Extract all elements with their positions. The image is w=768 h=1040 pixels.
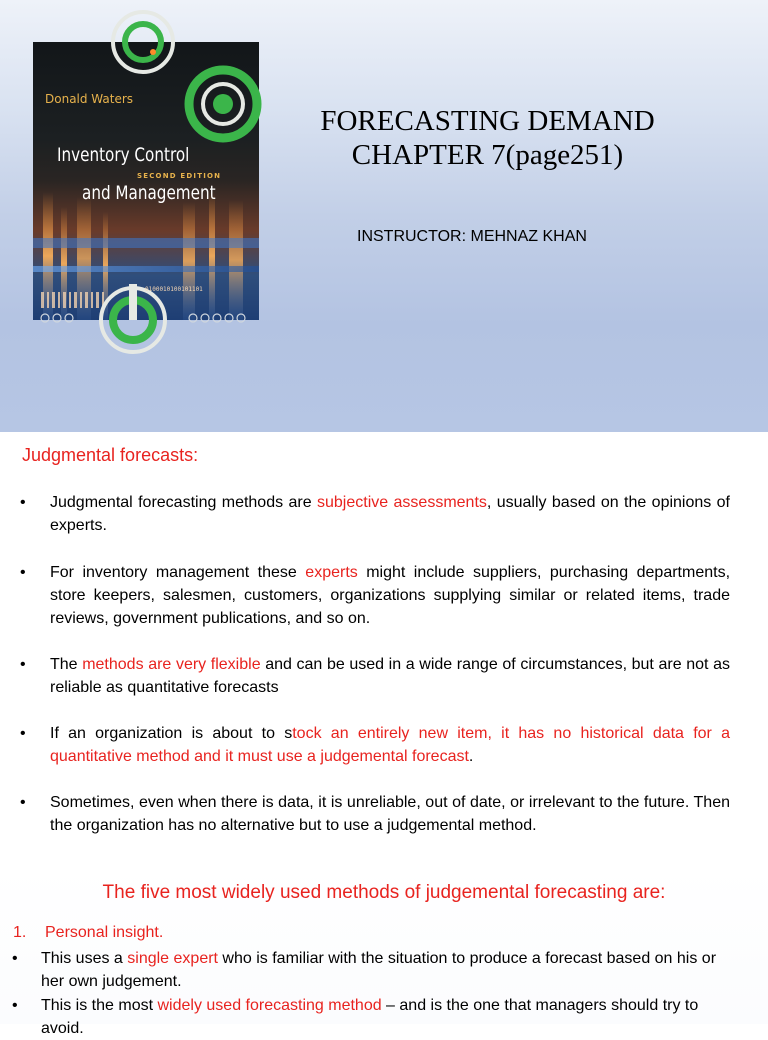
- highlighted-text: methods are very flexible: [82, 656, 261, 673]
- bullet-marker: •: [20, 794, 26, 811]
- bullet-marker: •: [20, 656, 26, 673]
- bullet-marker: •: [12, 997, 18, 1014]
- title-slide: [0, 0, 768, 432]
- highlighted-text: widely used forecasting method: [157, 997, 382, 1014]
- slide-title-line1: FORECASTING DEMAND: [320, 105, 655, 137]
- slide-heading: The five most widely used methods of judgemental forecasting are:: [102, 882, 666, 903]
- bullet-marker: •: [12, 950, 18, 967]
- highlighted-text: single expert: [127, 950, 218, 967]
- cover-binary-text: 0100010100101101: [145, 286, 203, 293]
- bullet-list: [12, 947, 741, 1040]
- list-item: • This is the most widely used forecasting method – and is the one that managers should try to avoid.: [41, 994, 741, 1040]
- highlighted-text: tock an entirely new item, it has no historical data for a quantitative method and it must use a judgemental forecast: [50, 725, 731, 765]
- list-item: • Judgmental forecasting methods are subjective assessments, usually based on the opinions of experts.: [50, 491, 730, 561]
- bullet-marker: •: [20, 494, 26, 511]
- bullet-marker: •: [20, 725, 26, 742]
- cover-title-line2: and Management: [82, 182, 216, 204]
- book-cover-artwork: [33, 42, 259, 320]
- list-item: • If an organization is about to stock an entirely new item, it has no historical data for a quantitative method and it must use a judgemental forecast.: [50, 722, 730, 791]
- cover-title-line1: Inventory Control: [57, 144, 190, 166]
- item-label: Personal insight.: [45, 924, 164, 941]
- list-item: • The methods are very flexible and can be used in a wide range of circumstances, but are not as reliable as quantitative forecasts: [50, 653, 730, 722]
- judgemental-methods-slide: [0, 866, 768, 1037]
- highlighted-text: experts: [305, 564, 358, 581]
- slide-title: [290, 104, 685, 172]
- numbered-item: [13, 924, 163, 942]
- book-cover-image: [33, 42, 259, 320]
- item-number: 1.: [13, 924, 27, 941]
- list-item: • For inventory management these experts might include suppliers, purchasing departments, store keepers, salesmen, customers, organizations supplying similar or related items, trade reviews, government publications, and so on.: [50, 561, 730, 653]
- bullet-marker: •: [20, 564, 26, 581]
- slide-title-line2: CHAPTER 7(page251): [351, 139, 624, 171]
- instructor-name: INSTRUCTOR: MEHNAZ KHAN: [357, 228, 587, 245]
- judgmental-forecasts-slide: [0, 432, 768, 866]
- slide-heading: Judgmental forecasts:: [22, 445, 199, 465]
- bullet-list: [20, 491, 731, 837]
- list-item: • Sometimes, even when there is data, it is unreliable, out of date, or irrelevant to the future. Then the organization has no alternative but to use a judgemental method.: [50, 791, 730, 837]
- cover-edition: SECOND EDITION: [137, 172, 222, 180]
- cover-author: Donald Waters: [45, 92, 134, 106]
- list-item: • This uses a single expert who is familiar with the situation to produce a forecast based on his or her own judgement.: [41, 947, 741, 994]
- highlighted-text: subjective assessments: [317, 494, 487, 511]
